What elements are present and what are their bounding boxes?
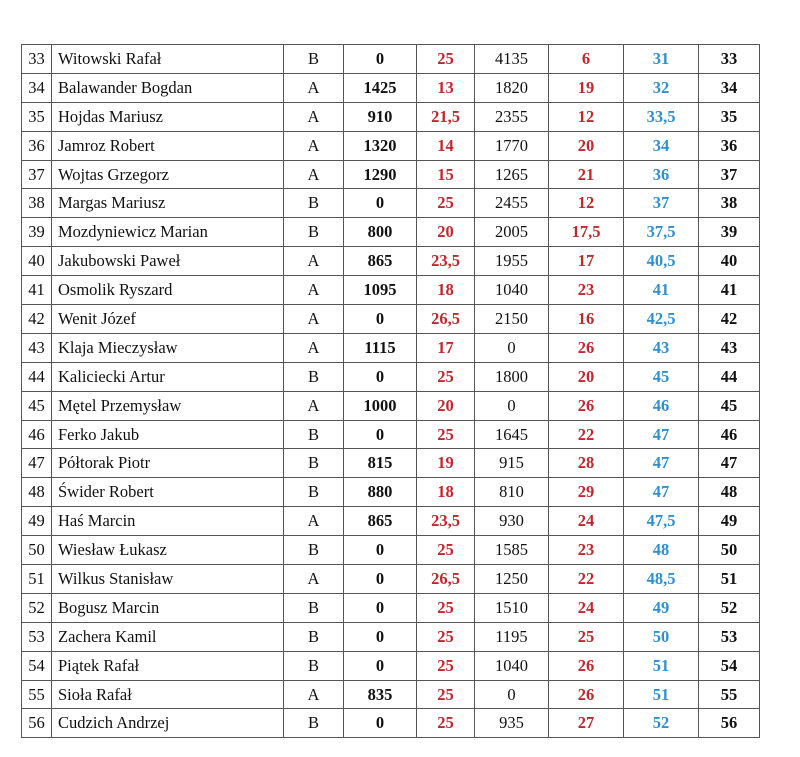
place-sum: 48,5	[624, 565, 699, 594]
final-place: 35	[699, 102, 760, 131]
competitor-name: Osmolik Ryszard	[52, 276, 284, 305]
category: B	[284, 478, 344, 507]
place-round-1: 17	[417, 333, 475, 362]
final-place: 51	[699, 565, 760, 594]
competitor-name: Mozdyniewicz Marian	[52, 218, 284, 247]
table-row	[22, 73, 760, 102]
category: A	[284, 247, 344, 276]
place-round-1: 25	[417, 420, 475, 449]
points-round-1: 1000	[344, 391, 417, 420]
table-row	[22, 189, 760, 218]
place-round-2: 26	[549, 651, 624, 680]
category: B	[284, 709, 344, 738]
place-round-2: 25	[549, 622, 624, 651]
row-number: 44	[22, 362, 52, 391]
category: A	[284, 73, 344, 102]
points-round-1: 0	[344, 709, 417, 738]
competitor-name: Klaja Mieczysław	[52, 333, 284, 362]
category: B	[284, 622, 344, 651]
table-row	[22, 218, 760, 247]
points-round-2: 1800	[475, 362, 549, 391]
place-round-2: 19	[549, 73, 624, 102]
category: B	[284, 45, 344, 74]
table-row	[22, 449, 760, 478]
place-round-2: 17,5	[549, 218, 624, 247]
competitor-name: Margas Mariusz	[52, 189, 284, 218]
points-round-2: 0	[475, 333, 549, 362]
place-round-2: 21	[549, 160, 624, 189]
points-round-2: 2355	[475, 102, 549, 131]
table-row	[22, 131, 760, 160]
final-place: 37	[699, 160, 760, 189]
place-round-1: 14	[417, 131, 475, 160]
category: B	[284, 449, 344, 478]
points-round-2: 1510	[475, 593, 549, 622]
competitor-name: Haś Marcin	[52, 507, 284, 536]
place-sum: 37,5	[624, 218, 699, 247]
category: B	[284, 189, 344, 218]
place-sum: 32	[624, 73, 699, 102]
place-round-2: 16	[549, 305, 624, 334]
place-round-1: 13	[417, 73, 475, 102]
place-round-1: 21,5	[417, 102, 475, 131]
category: A	[284, 131, 344, 160]
competitor-name: Wenit Józef	[52, 305, 284, 334]
final-place: 42	[699, 305, 760, 334]
points-round-2: 1585	[475, 536, 549, 565]
final-place: 55	[699, 680, 760, 709]
table-row	[22, 160, 760, 189]
competitor-name: Kaliciecki Artur	[52, 362, 284, 391]
final-place: 48	[699, 478, 760, 507]
row-number: 33	[22, 45, 52, 74]
place-sum: 48	[624, 536, 699, 565]
place-round-2: 20	[549, 362, 624, 391]
table-row	[22, 478, 760, 507]
points-round-2: 1770	[475, 131, 549, 160]
row-number: 46	[22, 420, 52, 449]
competitor-name: Cudzich Andrzej	[52, 709, 284, 738]
place-sum: 31	[624, 45, 699, 74]
place-round-1: 25	[417, 189, 475, 218]
place-sum: 51	[624, 651, 699, 680]
place-round-1: 15	[417, 160, 475, 189]
points-round-1: 0	[344, 622, 417, 651]
table-row	[22, 45, 760, 74]
place-round-1: 25	[417, 593, 475, 622]
place-round-1: 20	[417, 391, 475, 420]
points-round-2: 915	[475, 449, 549, 478]
place-round-2: 23	[549, 536, 624, 565]
place-round-1: 25	[417, 536, 475, 565]
place-sum: 45	[624, 362, 699, 391]
final-place: 56	[699, 709, 760, 738]
final-place: 53	[699, 622, 760, 651]
row-number: 52	[22, 593, 52, 622]
place-round-2: 22	[549, 565, 624, 594]
competitor-name: Wilkus Stanisław	[52, 565, 284, 594]
points-round-1: 1290	[344, 160, 417, 189]
row-number: 45	[22, 391, 52, 420]
place-round-1: 25	[417, 651, 475, 680]
points-round-1: 0	[344, 593, 417, 622]
category: B	[284, 218, 344, 247]
table-row	[22, 709, 760, 738]
row-number: 36	[22, 131, 52, 160]
competitor-name: Ferko Jakub	[52, 420, 284, 449]
points-round-1: 0	[344, 651, 417, 680]
row-number: 53	[22, 622, 52, 651]
category: A	[284, 305, 344, 334]
place-round-2: 12	[549, 189, 624, 218]
category: B	[284, 593, 344, 622]
category: B	[284, 536, 344, 565]
row-number: 55	[22, 680, 52, 709]
competitor-name: Wiesław Łukasz	[52, 536, 284, 565]
place-sum: 33,5	[624, 102, 699, 131]
place-round-2: 17	[549, 247, 624, 276]
category: A	[284, 565, 344, 594]
table-row	[22, 247, 760, 276]
points-round-1: 880	[344, 478, 417, 507]
place-round-1: 20	[417, 218, 475, 247]
place-round-2: 29	[549, 478, 624, 507]
place-sum: 36	[624, 160, 699, 189]
place-sum: 47	[624, 478, 699, 507]
competitor-name: Sioła Rafał	[52, 680, 284, 709]
competitor-name: Jamroz Robert	[52, 131, 284, 160]
place-round-1: 23,5	[417, 247, 475, 276]
place-round-1: 18	[417, 276, 475, 305]
points-round-1: 910	[344, 102, 417, 131]
points-round-2: 1955	[475, 247, 549, 276]
points-round-2: 4135	[475, 45, 549, 74]
competitor-name: Jakubowski Paweł	[52, 247, 284, 276]
place-round-2: 12	[549, 102, 624, 131]
final-place: 50	[699, 536, 760, 565]
place-sum: 47	[624, 420, 699, 449]
table-row	[22, 102, 760, 131]
category: B	[284, 651, 344, 680]
row-number: 40	[22, 247, 52, 276]
competitor-name: Piątek Rafał	[52, 651, 284, 680]
final-place: 49	[699, 507, 760, 536]
points-round-1: 1115	[344, 333, 417, 362]
table-row	[22, 391, 760, 420]
points-round-2: 2005	[475, 218, 549, 247]
place-round-2: 20	[549, 131, 624, 160]
competitor-name: Wojtas Grzegorz	[52, 160, 284, 189]
place-round-1: 25	[417, 680, 475, 709]
row-number: 35	[22, 102, 52, 131]
points-round-2: 1820	[475, 73, 549, 102]
table-row	[22, 593, 760, 622]
points-round-2: 1645	[475, 420, 549, 449]
category: A	[284, 276, 344, 305]
place-round-2: 22	[549, 420, 624, 449]
place-sum: 37	[624, 189, 699, 218]
place-sum: 47	[624, 449, 699, 478]
points-round-2: 1265	[475, 160, 549, 189]
row-number: 39	[22, 218, 52, 247]
final-place: 45	[699, 391, 760, 420]
table-row	[22, 362, 760, 391]
final-place: 40	[699, 247, 760, 276]
table-row	[22, 276, 760, 305]
place-sum: 52	[624, 709, 699, 738]
table-row	[22, 333, 760, 362]
points-round-1: 1425	[344, 73, 417, 102]
place-round-1: 19	[417, 449, 475, 478]
row-number: 38	[22, 189, 52, 218]
table-row	[22, 420, 760, 449]
place-sum: 40,5	[624, 247, 699, 276]
final-place: 52	[699, 593, 760, 622]
points-round-1: 0	[344, 305, 417, 334]
place-round-1: 25	[417, 362, 475, 391]
points-round-2: 2455	[475, 189, 549, 218]
final-place: 54	[699, 651, 760, 680]
final-place: 46	[699, 420, 760, 449]
table-row	[22, 565, 760, 594]
points-round-2: 2150	[475, 305, 549, 334]
table-row	[22, 305, 760, 334]
row-number: 43	[22, 333, 52, 362]
place-round-1: 25	[417, 45, 475, 74]
table-row	[22, 536, 760, 565]
points-round-2: 1250	[475, 565, 549, 594]
place-round-2: 26	[549, 391, 624, 420]
points-round-2: 810	[475, 478, 549, 507]
competitor-name: Witowski Rafał	[52, 45, 284, 74]
competitor-name: Bogusz Marcin	[52, 593, 284, 622]
results-table-body	[22, 45, 760, 738]
final-place: 34	[699, 73, 760, 102]
place-sum: 34	[624, 131, 699, 160]
place-round-2: 6	[549, 45, 624, 74]
row-number: 41	[22, 276, 52, 305]
place-sum: 46	[624, 391, 699, 420]
row-number: 37	[22, 160, 52, 189]
table-row	[22, 507, 760, 536]
points-round-1: 0	[344, 536, 417, 565]
competitor-name: Balawander Bogdan	[52, 73, 284, 102]
final-place: 39	[699, 218, 760, 247]
points-round-2: 1040	[475, 651, 549, 680]
place-sum: 42,5	[624, 305, 699, 334]
category: B	[284, 420, 344, 449]
place-round-1: 25	[417, 709, 475, 738]
category: B	[284, 362, 344, 391]
points-round-1: 0	[344, 189, 417, 218]
place-sum: 47,5	[624, 507, 699, 536]
final-place: 38	[699, 189, 760, 218]
competitor-name: Hojdas Mariusz	[52, 102, 284, 131]
competitor-name: Świder Robert	[52, 478, 284, 507]
category: A	[284, 391, 344, 420]
points-round-2: 935	[475, 709, 549, 738]
place-round-2: 27	[549, 709, 624, 738]
points-round-1: 1095	[344, 276, 417, 305]
final-place: 47	[699, 449, 760, 478]
results-table	[21, 44, 760, 738]
points-round-1: 800	[344, 218, 417, 247]
place-round-1: 26,5	[417, 305, 475, 334]
place-sum: 41	[624, 276, 699, 305]
final-place: 33	[699, 45, 760, 74]
place-sum: 50	[624, 622, 699, 651]
place-round-2: 24	[549, 507, 624, 536]
place-sum: 49	[624, 593, 699, 622]
category: A	[284, 507, 344, 536]
points-round-2: 0	[475, 391, 549, 420]
place-sum: 43	[624, 333, 699, 362]
row-number: 56	[22, 709, 52, 738]
points-round-1: 0	[344, 45, 417, 74]
place-round-2: 24	[549, 593, 624, 622]
row-number: 50	[22, 536, 52, 565]
points-round-2: 1040	[475, 276, 549, 305]
points-round-2: 930	[475, 507, 549, 536]
table-row	[22, 651, 760, 680]
row-number: 34	[22, 73, 52, 102]
place-round-1: 26,5	[417, 565, 475, 594]
category: A	[284, 680, 344, 709]
competitor-name: Zachera Kamil	[52, 622, 284, 651]
place-round-1: 23,5	[417, 507, 475, 536]
final-place: 41	[699, 276, 760, 305]
place-round-1: 18	[417, 478, 475, 507]
points-round-2: 1195	[475, 622, 549, 651]
final-place: 36	[699, 131, 760, 160]
category: A	[284, 160, 344, 189]
place-round-2: 26	[549, 333, 624, 362]
points-round-1: 815	[344, 449, 417, 478]
row-number: 51	[22, 565, 52, 594]
competitor-name: Półtorak Piotr	[52, 449, 284, 478]
points-round-1: 865	[344, 507, 417, 536]
place-round-2: 23	[549, 276, 624, 305]
place-round-1: 25	[417, 622, 475, 651]
points-round-1: 835	[344, 680, 417, 709]
row-number: 47	[22, 449, 52, 478]
points-round-1: 0	[344, 362, 417, 391]
points-round-1: 0	[344, 420, 417, 449]
place-round-2: 26	[549, 680, 624, 709]
row-number: 54	[22, 651, 52, 680]
final-place: 44	[699, 362, 760, 391]
place-sum: 51	[624, 680, 699, 709]
final-place: 43	[699, 333, 760, 362]
row-number: 42	[22, 305, 52, 334]
points-round-2: 0	[475, 680, 549, 709]
place-round-2: 28	[549, 449, 624, 478]
row-number: 49	[22, 507, 52, 536]
category: A	[284, 102, 344, 131]
points-round-1: 0	[344, 565, 417, 594]
points-round-1: 1320	[344, 131, 417, 160]
table-row	[22, 680, 760, 709]
row-number: 48	[22, 478, 52, 507]
category: A	[284, 333, 344, 362]
points-round-1: 865	[344, 247, 417, 276]
competitor-name: Mętel Przemysław	[52, 391, 284, 420]
table-row	[22, 622, 760, 651]
